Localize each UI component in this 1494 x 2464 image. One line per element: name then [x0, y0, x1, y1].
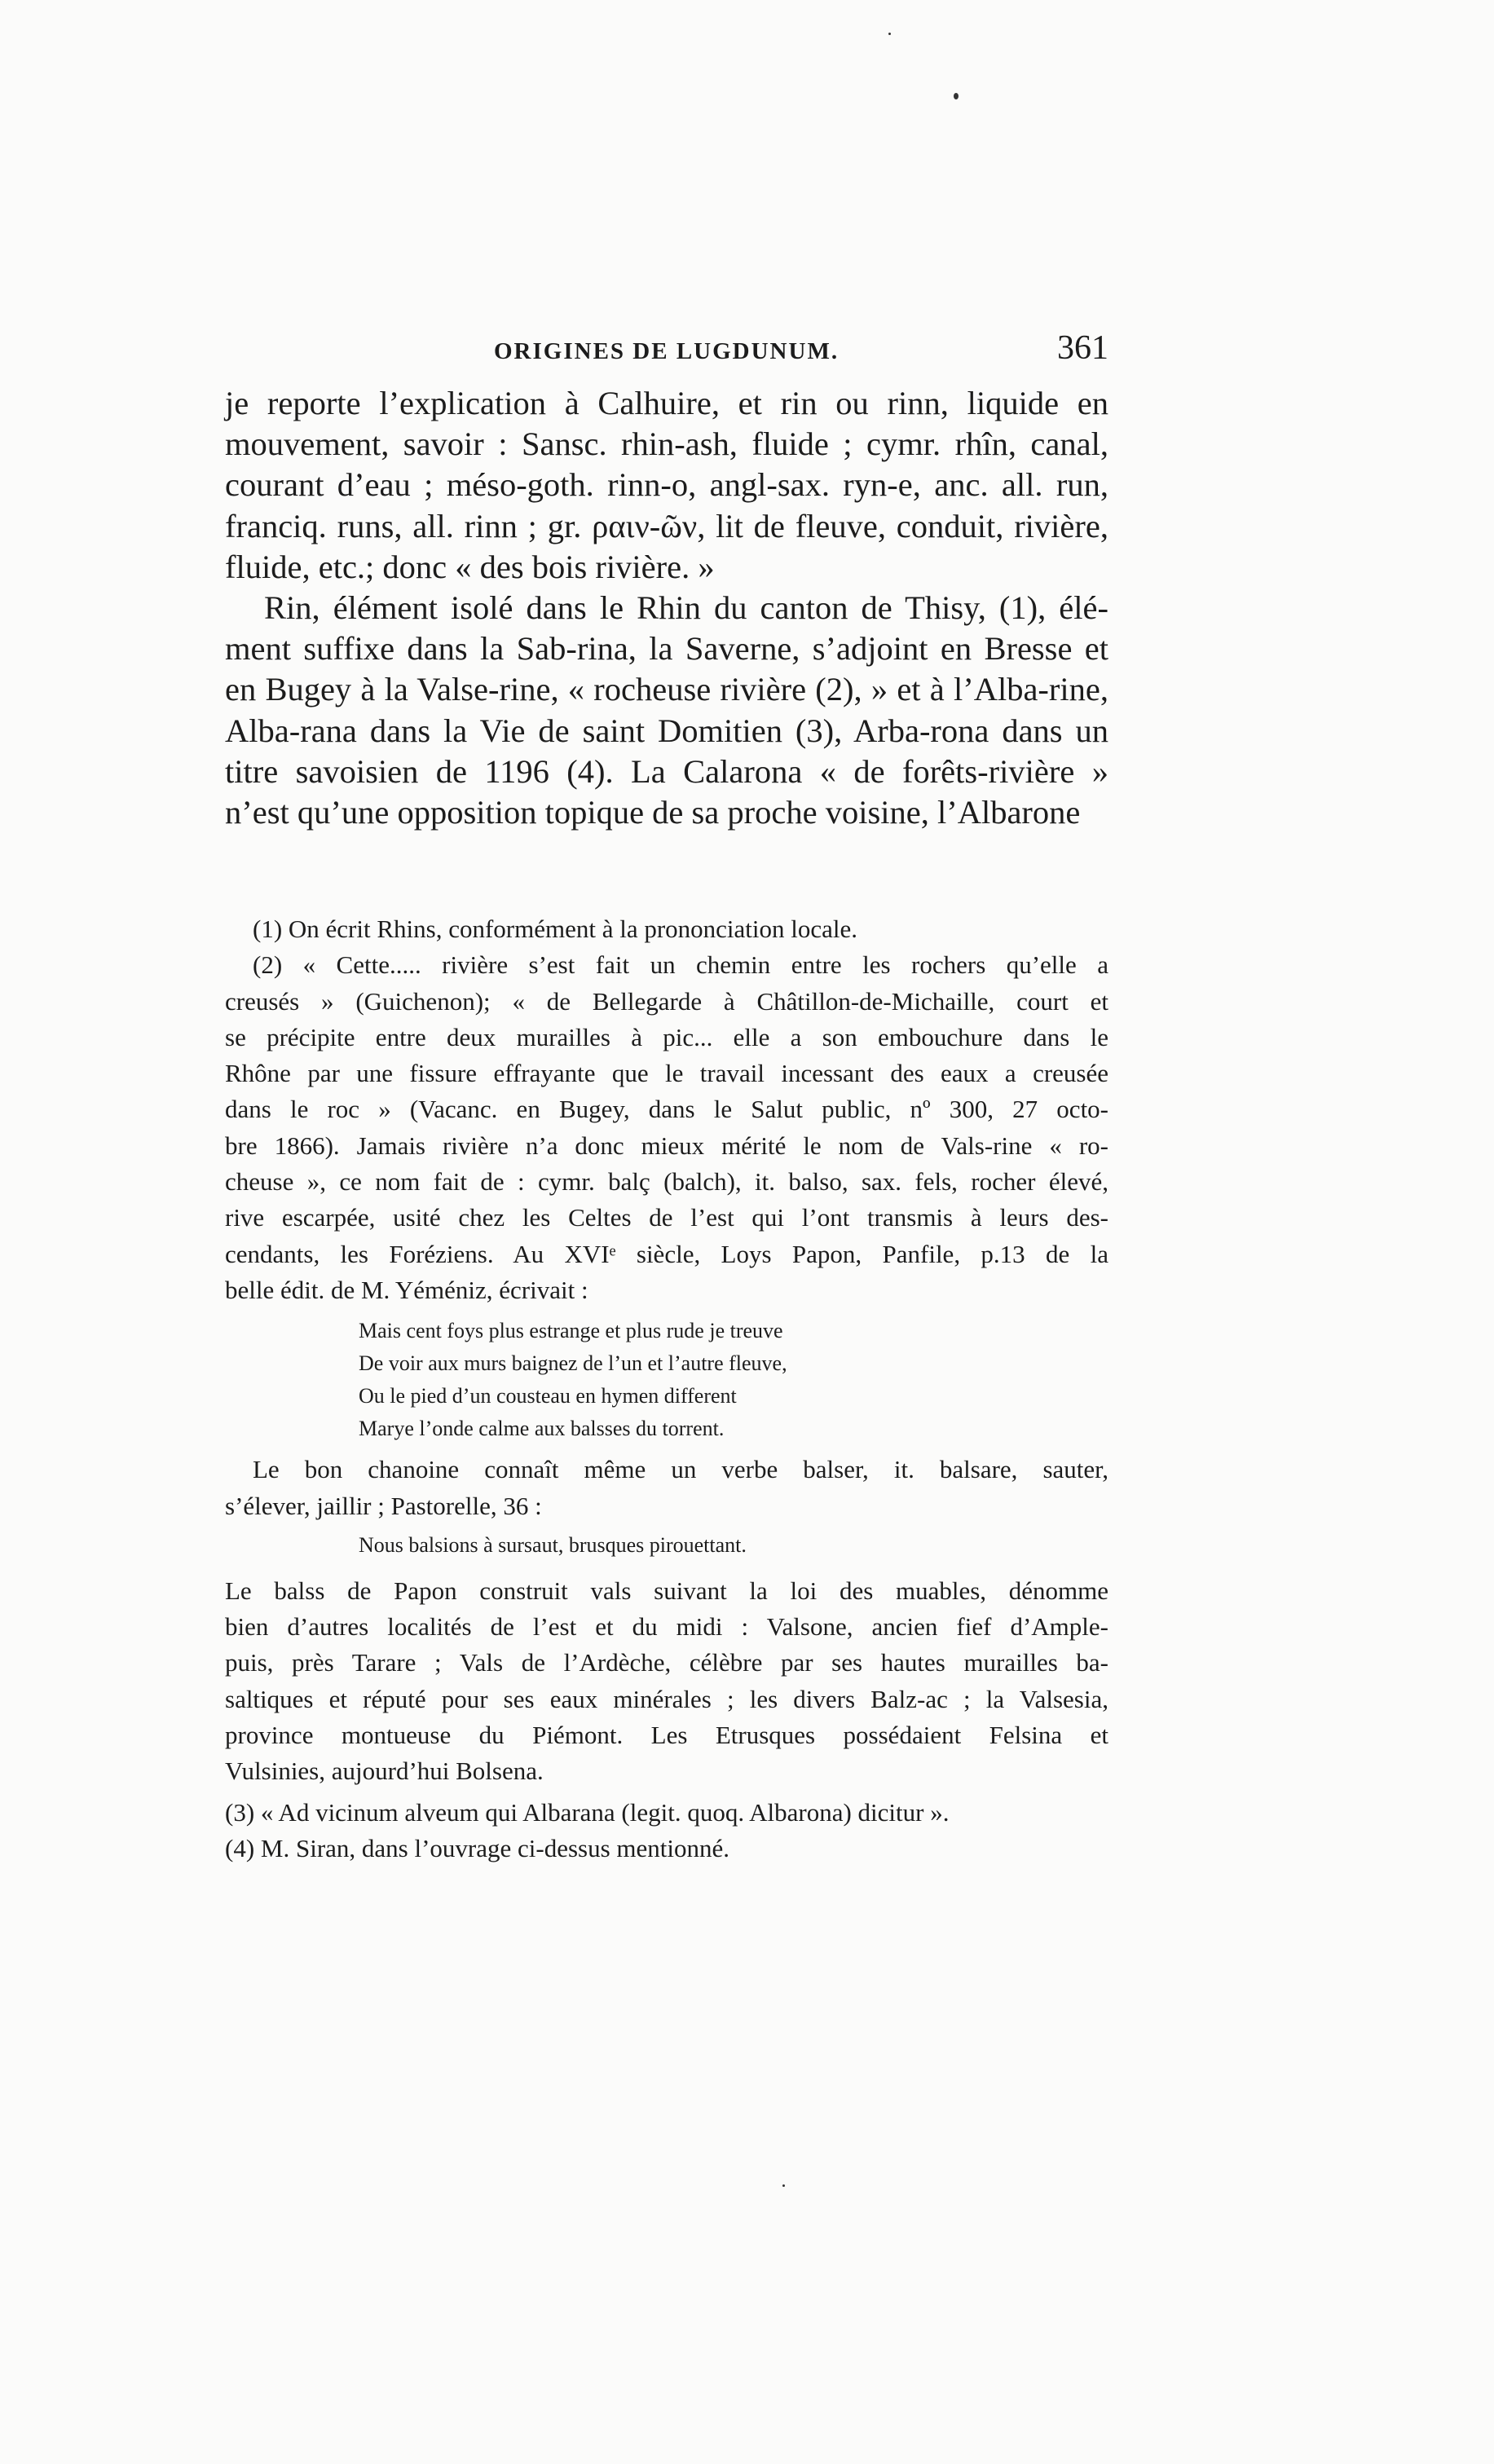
speck	[954, 93, 959, 99]
footnotes	[225, 911, 1108, 1867]
note-line: belle édit. de M. Yéméniz, écrivait :	[225, 1275, 588, 1304]
note-line: Le bon chanoine connaît même un verbe balser, it. balsare, sauter,	[253, 1455, 1108, 1484]
note-line: Vulsinies, aujourd’hui Bolsena.	[225, 1757, 544, 1786]
note-line: bre 1866). Jamais rivière n’a donc mieux mérité le nom de Vals-rine « ro-	[225, 1131, 1108, 1160]
note-line: saltiques et réputé pour ses eaux minérales ; les divers Balz-ac ; la Valsesia,	[225, 1684, 1108, 1713]
text-line: Rin, élément isolé dans le Rhin du canton de Thisy, (1), élé-	[264, 589, 1108, 627]
note-line: dans le roc » (Vacanc. en Bugey, dans le Salut public, nº 300, 27 octo-	[225, 1095, 1108, 1124]
verse-line: Mais cent foys plus estrange et plus rude je treuve	[359, 1319, 783, 1343]
text-line: mouvement, savoir : Sansc. rhin-ash, fluide ; cymr. rhîn, canal,	[225, 425, 1108, 463]
text-line: titre savoisien de 1196 (4). La Calarona « de forêts-rivière »	[225, 752, 1108, 790]
verse-line: Ou le pied d’un cousteau en hymen different	[359, 1384, 737, 1408]
note-line: (3) « Ad vicinum alveum qui Albarana (legit. quoq. Albarona) dicitur ».	[225, 1797, 950, 1827]
main-text	[225, 383, 1108, 833]
text-line: je reporte l’explication à Calhuire, et rin ou rinn, liquide en	[225, 385, 1108, 421]
verse-quote	[359, 1529, 1108, 1562]
verse-line: Nous balsions à sursaut, brusques pirouettant.	[359, 1532, 747, 1557]
note-line: cendants, les Foréziens. Au XVIᵉ siècle, Loys Papon, Panfile, p.13 de la	[225, 1239, 1108, 1268]
text-line: fluide, etc.; donc « des bois rivière. »	[225, 548, 715, 585]
text-line: franciq. runs, all. rinn ; gr. ραιν-ῶν, lit de fleuve, conduit, rivière,	[225, 507, 1108, 544]
text-line: n’est qu’une opposition topique de sa proche voisine, l’Albarone	[225, 794, 1081, 831]
note-line: puis, près Tarare ; Vals de l’Ardèche, célèbre par ses hautes murailles ba-	[225, 1648, 1108, 1677]
page-number: 361	[1057, 329, 1108, 367]
verse-quote	[359, 1315, 1108, 1445]
page-header	[225, 328, 1108, 377]
note-line: se précipite entre deux murailles à pic... elle a son embouchure dans le	[225, 1022, 1108, 1051]
note-line: province montueuse du Piémont. Les Etrusques possédaient Felsina et	[225, 1721, 1108, 1750]
text-line: en Bugey à la Valse-rine, « rocheuse rivière (2), » et à l’Alba-rine,	[225, 671, 1108, 708]
note-line: bien d’autres localités de l’est et du midi : Valsone, ancien fief d’Ample-	[225, 1612, 1108, 1642]
note-line: Rhône par une fissure effrayante que le travail incessant des eaux a creusée	[225, 1059, 1108, 1088]
speck	[782, 2184, 785, 2187]
verse-line: De voir aux murs baignez de l’un et l’autre fleuve,	[359, 1351, 787, 1376]
speck	[888, 33, 891, 35]
note-line: creusés » (Guichenon); « de Bellegarde à Châtillon-de-Michaille, court et	[225, 986, 1108, 1016]
text-line: courant d’eau ; méso-goth. rinn-o, angl-sax. ryn-e, anc. all. run,	[225, 466, 1108, 504]
note-line: Le balss de Papon construit vals suivant la loi des muables, dénomme	[225, 1576, 1108, 1605]
note-line: (1) On écrit Rhins, conformément à la prononciation locale.	[253, 915, 858, 943]
text-line: ment suffixe dans la Sab-rina, la Saverne, s’adjoint en Bresse et	[225, 630, 1108, 668]
running-title: ORIGINES DE LUGDUNUM.	[494, 338, 840, 364]
note-line: (4) M. Siran, dans l’ouvrage ci-dessus mentionné.	[225, 1833, 730, 1862]
text-line: Alba-rana dans la Vie de saint Domitien (3), Arba-rona dans un	[225, 712, 1108, 749]
note-line: rive escarpée, usité chez les Celtes de l’est qui l’ont transmis à leurs des-	[225, 1203, 1108, 1232]
note-line: cheuse », ce nom fait de : cymr. balç (balch), it. balso, sax. fels, rocher élevé,	[225, 1167, 1108, 1197]
note-line: s’élever, jaillir ; Pastorelle, 36 :	[225, 1491, 542, 1520]
note-line: (2) « Cette..... rivière s’est fait un chemin entre les rochers qu’elle a	[253, 950, 1108, 980]
verse-line: Marye l’onde calme aux balsses du torrent.	[359, 1417, 725, 1441]
